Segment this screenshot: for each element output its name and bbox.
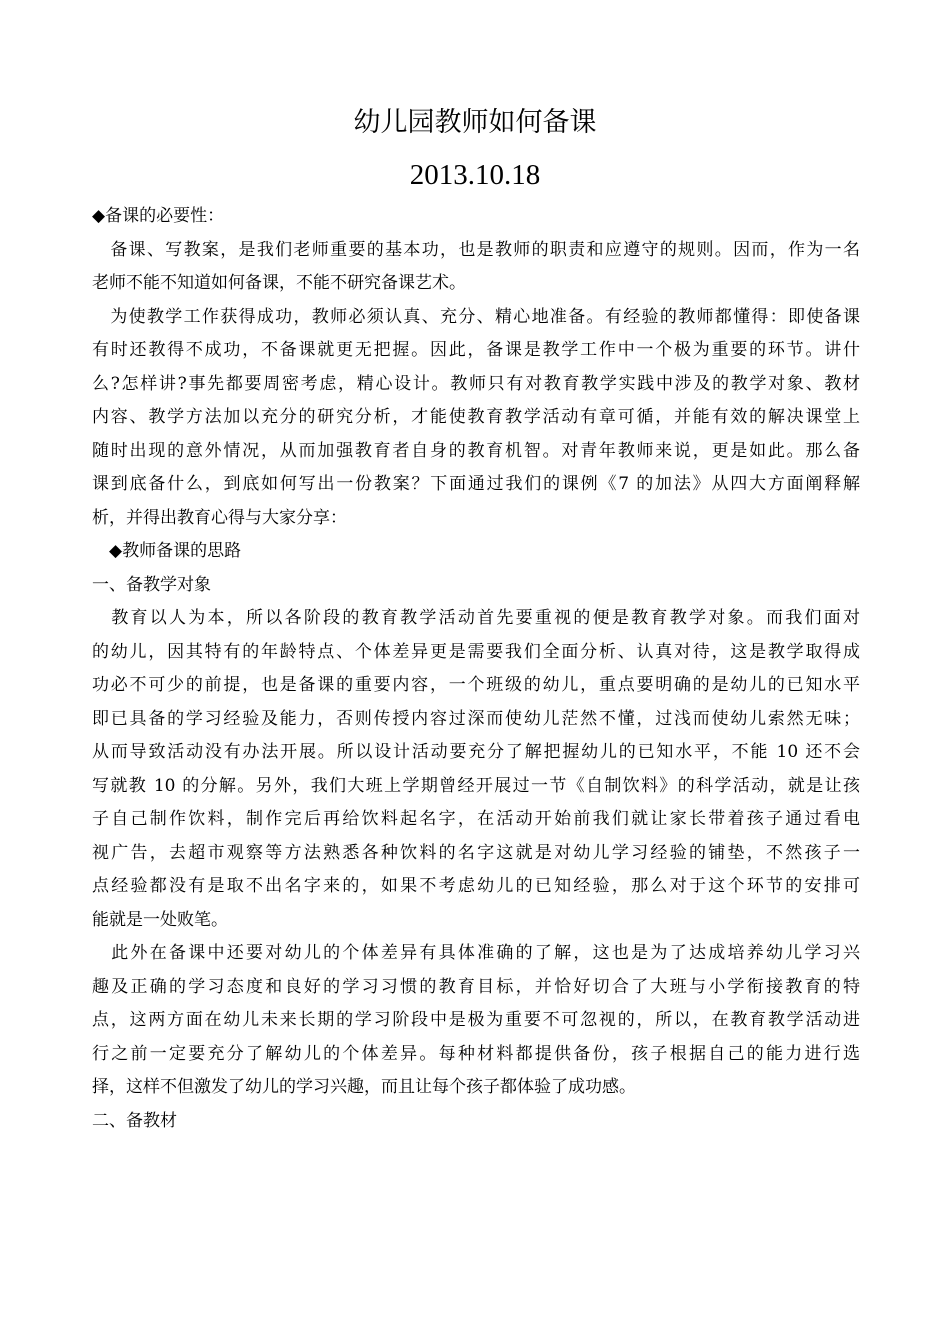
section-heading-part-one: 一、备教学对象 [92,574,211,595]
document-body [92,200,860,1138]
paragraph-line: 么?怎样讲?事先都要周密考虑，精心设计。教师只有对教育教学实践中涉及的教学对象、教材 [92,373,860,394]
paragraph-line: 随时出现的意外情况，从而加强教育者自身的教育机智。对青年教师来说，更是如此。那么备 [92,440,860,461]
section-heading-necessity: ◆备课的必要性： [92,206,225,226]
paragraph-line: 择，这样不但激发了幼儿的学习兴趣，而且让每个孩子都体验了成功感。 [92,1077,636,1097]
paragraph-line: 内容、教学方法加以充分的研究分析，才能使教育教学活动有章可循，并能有效的解决课堂上 [92,407,860,427]
paragraph-line: 写就教 10 的分解。另外，我们大班上学期曾经开展过一节《自制饮料》的科学活动，就是让孩 [92,775,860,796]
paragraph-line: 老师不能不知道如何备课，不能不研究备课艺术。 [92,273,466,293]
paragraph-line: 析，并得出教育心得与大家分享： [92,507,347,528]
paragraph-line: 视广告，去超市观察等方法熟悉各种饮料的名字这就是对幼儿学习经验的铺垫，不然孩子一 [92,842,860,863]
paragraph-line: 教育以人为本，所以各阶段的教育教学活动首先要重视的便是教育教学对象。而我们面对 [92,608,860,628]
paragraph-line: 行之前一定要充分了解幼儿的个体差异。每种材料都提供备份，孩子根据自己的能力进行选 [92,1043,860,1064]
section-heading-approach: ◆教师备课的思路 [92,541,242,561]
paragraph-line: 趣及正确的学习态度和良好的学习习惯的教育目标，并恰好切合了大班与小学衔接教育的特 [92,976,860,997]
paragraph-line: 点经验都没有是取不出名字来的，如果不考虑幼儿的已知经验，那么对于这个环节的安排可 [92,876,860,896]
section-heading-part-two: 二、备教材 [92,1110,177,1131]
paragraph-line: 备课、写教案，是我们老师重要的基本功，也是教师的职责和应遵守的规则。因而，作为一名 [92,239,860,260]
paragraph-line: 功必不可少的前提，也是备课的重要内容，一个班级的幼儿，重点要明确的是幼儿的已知水平 [92,675,860,695]
paragraph-line: 子自己制作饮料，制作完后再给饮料起名字，在活动开始前我们就让家长带着孩子通过看电 [92,809,860,829]
paragraph-line: 为使教学工作获得成功，教师必须认真、充分、精心地准备。有经验的教师都懂得：即使备课 [92,306,860,327]
paragraph-line: 此外在备课中还要对幼儿的个体差异有具体准确的了解，这也是为了达成培养幼儿学习兴 [92,943,860,963]
document-date: 2013.10.18 [409,159,541,191]
paragraph-line: 课到底备什么，到底如何写出一份教案？下面通过我们的课例《7 的加法》从四大方面阐释解 [92,474,860,494]
paragraph-line: 能就是一处败笔。 [92,909,228,930]
document-title: 幼儿园教师如何备课 [353,107,597,138]
paragraph-line: 即已具备的学习经验及能力，否则传授内容过深而使幼儿茫然不懂，过浅而使幼儿索然无味； [92,708,860,729]
paragraph-line: 有时还教得不成功，不备课就更无把握。因此，备课是教学工作中一个极为重要的环节。讲什 [92,340,860,360]
paragraph-line: 从而导致活动没有办法开展。所以设计活动要充分了解把握幼儿的已知水平，不能 10 还不会 [92,742,860,762]
paragraph-line: 的幼儿，因其特有的年龄特点、个体差异更是需要我们全面分析、认真对待，这是教学取得成 [92,641,860,662]
paragraph-line: 点，这两方面在幼儿未来长期的学习阶段中是极为重要不可忽视的，所以，在教育教学活动进 [92,1010,860,1030]
